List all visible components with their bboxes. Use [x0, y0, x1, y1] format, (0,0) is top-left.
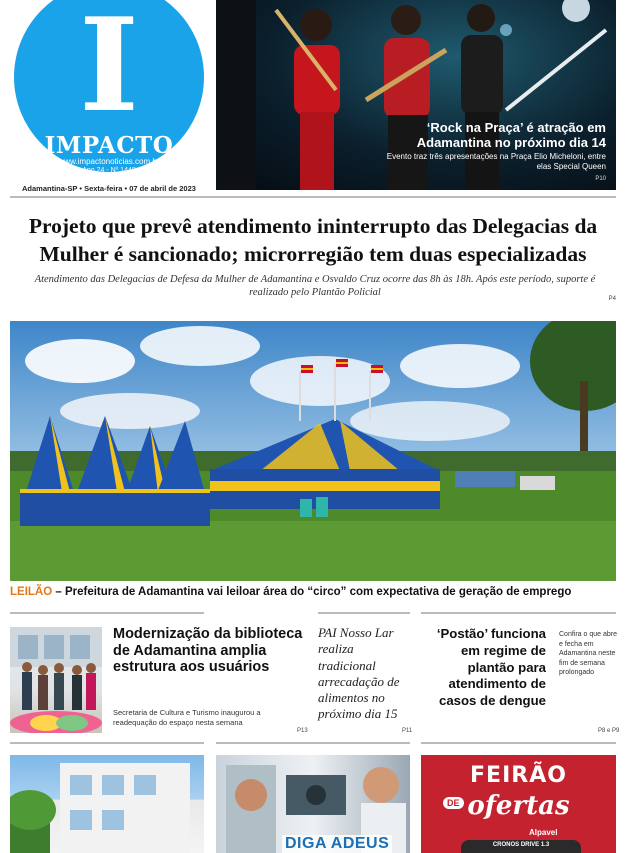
divider	[216, 742, 410, 744]
hero-title[interactable]: ‘Rock na Praça’ é atração em Adamantina no próximo dia 14	[416, 120, 606, 150]
dateline: Adamantina-SP • Sexta-feira • 07 de abril de 2023	[22, 184, 196, 193]
caption-text: Prefeitura de Adamantina vai leiloar área do “circo” com expectativa de geração de emprego	[64, 586, 572, 598]
story-pai-title[interactable]: PAI Nosso Lar realiza tradicional arrecadação de alimentos no próximo dia 15	[318, 625, 400, 722]
ad-badge: DE	[443, 797, 464, 809]
library-illustration	[10, 627, 102, 733]
divider	[10, 742, 204, 744]
main-headline[interactable]: Projeto que prevê atendimento ininterrupto das Delegacias da Mulher é sancionado; microrregião tem duas especializadas	[28, 214, 598, 266]
divider	[318, 612, 410, 614]
story-postao-subtitle: Confira o que abre e fecha em Adamantina neste fim de semana prolongado	[559, 631, 617, 677]
eye-exam-teaser-photo[interactable]	[216, 755, 410, 853]
building-teaser-photo[interactable]	[10, 755, 204, 853]
story-postao-title[interactable]: ‘Postão’ funciona em regime de plantão para atendimento de casos de dengue	[436, 626, 546, 709]
story-pai-page-ref: P11	[402, 728, 413, 734]
story-library-page-ref: P13	[297, 728, 308, 734]
ad-line1: FEIRÃO	[470, 763, 567, 788]
divider	[421, 612, 616, 614]
divider	[10, 612, 204, 614]
ad-car	[461, 840, 581, 853]
story-library-title[interactable]: Modernização da biblioteca de Adamantina amplia estrutura aos usuários	[113, 626, 303, 675]
hero-subtitle: Evento traz três apresentações na Praça Elio Micheloni, entre elas Special Queen	[386, 152, 606, 171]
edition-number: Ano 24 - Nº 1448	[82, 167, 136, 174]
main-subhead: Atendimento das Delegacias de Defesa da Mulher de Adamantina e Osvaldo Cruz ocorre das 8h às 18h. Após este período, suporte é realizado pelo Plantão Policial	[34, 274, 596, 298]
hero-page-ref: P10	[595, 176, 606, 182]
photo-caption[interactable]	[10, 586, 616, 598]
circus-tent-illustration	[10, 321, 616, 581]
building-illustration	[10, 755, 204, 853]
caption-kicker: LEILÃO	[10, 586, 53, 598]
eye-teaser-headline: DIGA ADEUS	[282, 835, 392, 853]
divider	[421, 742, 616, 744]
newspaper-name: IMPACTO	[44, 132, 174, 159]
divider	[10, 196, 616, 198]
hero-caption	[381, 120, 606, 182]
logo-letter: I	[79, 0, 139, 141]
hero-rock-photo[interactable]	[216, 0, 616, 190]
library-photo[interactable]	[10, 627, 102, 733]
story-postao-page-ref: P8 e P9	[598, 728, 620, 734]
ad-car-label: CRONOS DRIVE 1.3	[492, 842, 550, 848]
feirao-ad[interactable]	[421, 755, 616, 853]
circus-photo[interactable]	[10, 321, 616, 581]
main-page-ref: P4	[608, 296, 616, 302]
ad-line2: ofertas	[467, 791, 570, 821]
masthead-logo[interactable]	[10, 0, 210, 180]
story-library-subtitle: Secretaria de Cultura e Turismo inaugurou a readequação do espaço nesta semana	[113, 708, 261, 727]
newspaper-url: www.impactonoticias.com.br	[58, 157, 160, 166]
ad-brand: Alpavel	[529, 828, 558, 837]
caption-separator: –	[52, 586, 65, 598]
